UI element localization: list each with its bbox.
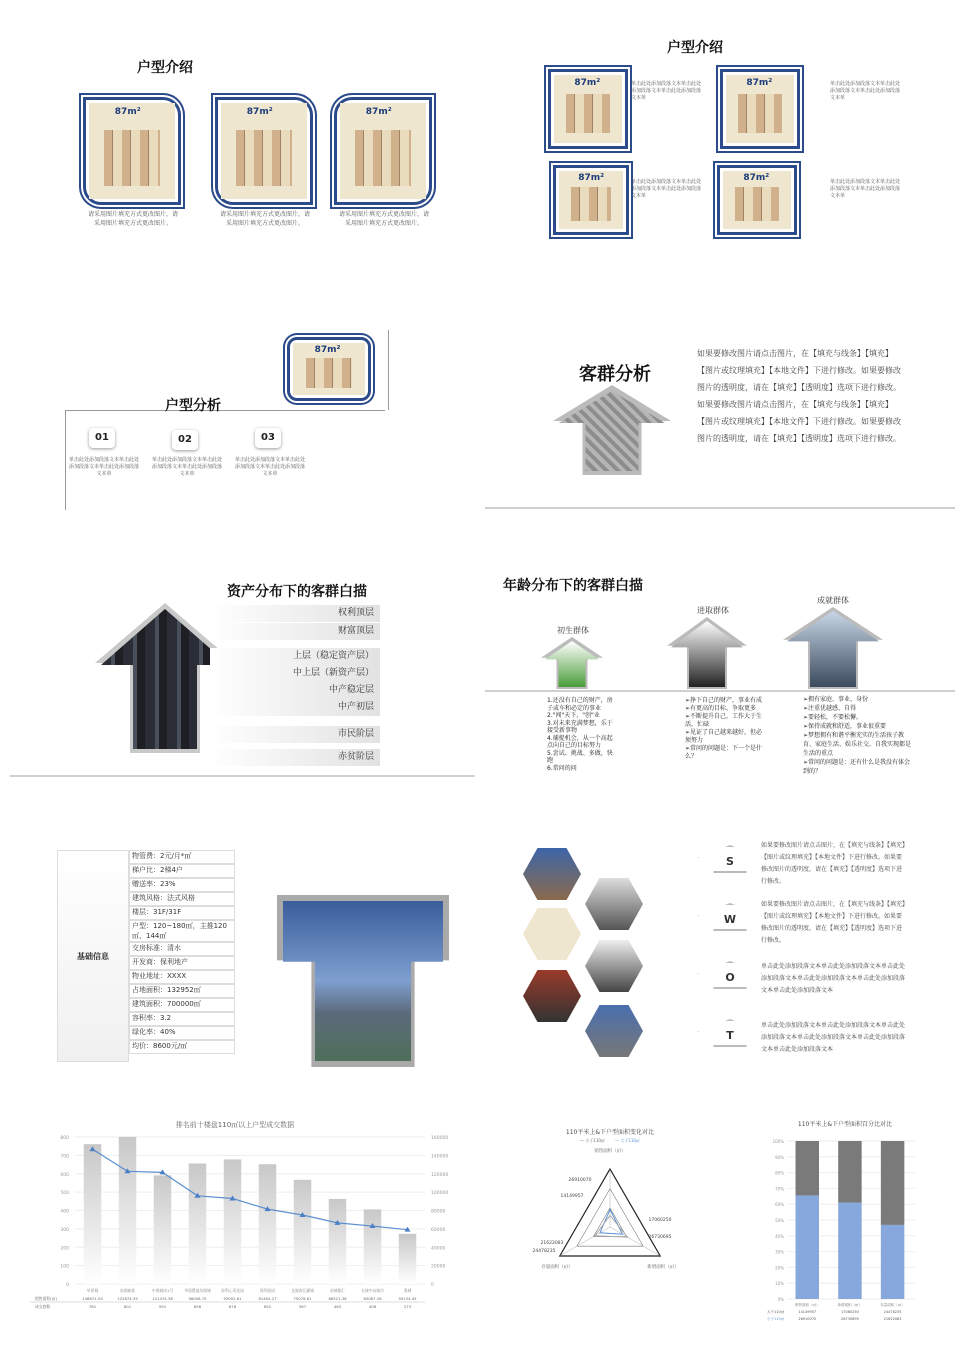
y-tick-label: 800 [60, 1136, 69, 1141]
slide-basic-info [5, 845, 475, 1107]
table-cell: 24478235 [883, 1310, 902, 1314]
paragraph-text: 单击此处添加段落文本单击此处添加段落文本单击此处添加段落文本单 [69, 457, 140, 477]
paragraph-text: 单击此处添加段落文本单击此处添加段落文本单击此处添加段落文本单 [152, 457, 223, 477]
bar [84, 1144, 102, 1284]
floorplan-image [287, 337, 371, 401]
slide-title: 资产分布下的客群白描 [227, 584, 367, 600]
floorplan-image [720, 69, 800, 149]
bar [189, 1163, 207, 1284]
legend-label: 小于110㎡ [767, 1317, 785, 1321]
data-label: 26910070 [568, 1178, 592, 1183]
row-label: 中产初层 [210, 699, 380, 716]
x-tick-label: 新增面积（㎡） [837, 1303, 863, 1307]
legend-label: — 大于110㎡ [615, 1138, 640, 1143]
table-cell: 591 [158, 1304, 167, 1309]
axis-label: 新增面积（㎡） [647, 1265, 679, 1270]
info-label: 基础信息 [57, 850, 129, 1062]
divider [485, 507, 955, 509]
x-tick-label: 中海城南1号 [151, 1288, 174, 1293]
y-tick-label: 20% [775, 1265, 784, 1271]
y2-tick-label: 160000 [431, 1136, 449, 1141]
swot-letter: T [726, 1029, 734, 1042]
table-cell: 463 [333, 1304, 342, 1309]
x-tick-label: 南城都汇 [329, 1288, 346, 1293]
y2-tick-label: 0 [431, 1283, 434, 1288]
professional-photo [671, 621, 743, 687]
series-line [93, 1149, 408, 1229]
row-label: 权利顶层 [210, 605, 380, 622]
y-tick-label: 70% [775, 1186, 784, 1192]
col-text: ➢拥有家庭、事业、身份 ➢注重优越感、自得 ➢要轻松，不要松懈。 ➢保持成就和舒适，事业很重要 ➢梦想拥有和谐平衡充实的生活孩子教育、家庭生活、娱乐社交、自我实现都是生活的重点 ➢常问的问题是：还有什么是我没有体会到的？ [803, 696, 912, 775]
bar [224, 1159, 242, 1284]
caption-text: 请采用图片填充方式更改图片，请采用图片填充方式更改图片。 [338, 211, 429, 227]
info-row: 交房标准：清水 [129, 942, 235, 956]
x-tick-label: 南湖新都 [119, 1288, 136, 1293]
paragraph-text: 单击此处添加段落文本单击此处添加段落文本单击此处添加段落文本单 [631, 81, 702, 101]
slide-customer-analysis [485, 285, 955, 547]
floorplan-image [334, 97, 432, 205]
table-cell: 63087.16 [363, 1296, 382, 1301]
slide-unit-intro-2 [485, 5, 955, 267]
table-cell: 656 [193, 1304, 202, 1309]
slide-chart-top10 [5, 1112, 455, 1342]
bar-segment [796, 1195, 819, 1299]
y2-tick-label: 80000 [431, 1209, 446, 1215]
table-cell: 75078.61 [293, 1296, 312, 1301]
table-cell: 93092.61 [223, 1296, 242, 1301]
card-01: 01 [89, 428, 115, 448]
slide-asset-distribution [5, 565, 475, 827]
data-label: 17060250 [648, 1218, 672, 1223]
slide-chart-radar [520, 1112, 700, 1342]
y-tick-label: 300 [60, 1227, 69, 1233]
x-tick-label: 龙湖春江郦城 [291, 1288, 314, 1293]
bar-line-chart [5, 1122, 465, 1342]
slide-title: 户型介绍 [667, 40, 723, 56]
radar-axis [560, 1227, 610, 1256]
info-row: 占地面积：132952㎡ [129, 984, 235, 998]
x-tick-label: 长城中岛城市 [361, 1288, 384, 1293]
floorplan-image [548, 69, 628, 149]
divider [485, 690, 955, 692]
slide-age-distribution [485, 565, 955, 827]
slide-title: 年龄分布下的客群白描 [503, 578, 643, 594]
bar [119, 1137, 137, 1284]
building-photo [283, 901, 443, 1061]
bar-segment [881, 1141, 904, 1225]
stacked-bar-chart [765, 1127, 925, 1342]
team-photo [585, 878, 643, 930]
y-tick-label: 400 [60, 1209, 69, 1215]
axis-label: 存量面积（㎡） [541, 1265, 573, 1270]
floorplan-photo [523, 908, 581, 960]
crowd-photo [559, 391, 665, 471]
table-cell: 273 [403, 1304, 412, 1309]
young-person-photo [545, 641, 599, 687]
y-tick-label: 0% [777, 1297, 784, 1302]
y-tick-label: 700 [60, 1154, 69, 1160]
bar [259, 1164, 277, 1284]
bar [329, 1199, 347, 1284]
x-tick-label: 华润置地凤凰城 [184, 1288, 211, 1293]
info-row: 均价：8600元/㎡ [129, 1040, 235, 1054]
y-tick-label: 500 [60, 1191, 69, 1197]
y-tick-label: 600 [60, 1172, 69, 1178]
table-cell: 26730695 [841, 1317, 859, 1321]
table-cell: 761 [88, 1304, 97, 1309]
table-cell: 406 [368, 1304, 377, 1309]
table-cell: 14149957 [798, 1310, 817, 1314]
y-tick-label: 10% [775, 1281, 784, 1287]
street-photo [523, 970, 581, 1022]
table-cell: 146671.54 [82, 1296, 103, 1301]
card-03: 03 [255, 428, 281, 448]
chart-title: 排名前十楼盘110㎡以上户型成交数据 [175, 1121, 295, 1129]
group-label: 成就群体 [817, 596, 849, 605]
swot-letter: W [723, 913, 737, 926]
decor-line [388, 330, 389, 410]
floorplan-image [83, 97, 181, 205]
swot-text: 单击此处添加段落文本单击此处添加段落文本单击此处添加段落文本单击此处添加段落文本单击此处添加段落文本单击此处添加段落文本 [761, 1022, 906, 1053]
x-tick-label: 保利星园 [259, 1288, 276, 1293]
info-row: 建筑面积：700000㎡ [129, 998, 235, 1012]
info-row: 物业地址：XXXX [129, 970, 235, 984]
x-tick-label: 华侨城 [86, 1288, 99, 1293]
table-cell: 21622083 [883, 1317, 902, 1321]
legend-label: 销售面积(㎡) [35, 1296, 57, 1301]
floorplan-image [215, 97, 313, 205]
table-cell: 121474.38 [152, 1296, 173, 1301]
table-cell: 652 [263, 1304, 272, 1309]
table-cell: 801 [123, 1304, 132, 1309]
info-row: 容积率：3.2 [129, 1012, 235, 1026]
bar [154, 1175, 172, 1284]
group-label: 进取群体 [697, 606, 729, 615]
info-row: 楼层：31F/31F [129, 906, 235, 920]
row-label: 财富顶层 [210, 623, 380, 640]
swot-text: 如果要修改图片请点击图片，在【填充与线条】【填充】【图片或纹理填充】【本地文件】下进行修改。如果要修改图片的透明度，请在【填充】【透明度】选项下进行修改。 [761, 842, 906, 885]
row-label: 上层（稳定资产层） [210, 648, 380, 665]
divider [10, 775, 475, 777]
x-tick-label: 保利心语花园 [221, 1288, 244, 1293]
slide-title: 客群分析 [579, 364, 651, 385]
swot-letter: O [725, 971, 735, 984]
y-tick-label: 60% [775, 1202, 784, 1208]
swot-letter: S [726, 855, 734, 868]
radar-axis [610, 1227, 660, 1256]
caption-text: 请采用图片填充方式更改图片，请采用图片填充方式更改图片。 [87, 211, 178, 227]
slide-chart-percent [765, 1112, 925, 1342]
y-tick-label: 50% [775, 1218, 784, 1223]
y2-tick-label: 120000 [431, 1172, 449, 1178]
info-row: 户型：120~180㎡，主推120㎡、144㎡ [129, 920, 235, 942]
paragraph-text: 单击此处添加段落文本单击此处添加段落文本单击此处添加段落文本单 [830, 81, 901, 101]
executive-photo [787, 611, 879, 687]
table-cell: 59134.45 [398, 1296, 417, 1301]
legend-label: — 小于110㎡ [580, 1138, 605, 1143]
bar-segment [838, 1141, 861, 1203]
x-tick-label: 销售面积（㎡） [795, 1303, 820, 1307]
axis-label: 销售面积（㎡） [594, 1149, 626, 1154]
col-text: 1.还没有自己的财产，房子或车和必定的事业 2."闯"天下，"创"业 3.对未来充满梦想，乐于接受新事物 4.捕捉机会，从一个高起点向自己的目标努力 5.尝试、挑战、多做，快跑 6.常问的问 [547, 697, 613, 772]
y2-tick-label: 140000 [431, 1154, 449, 1160]
landscape-photo [585, 940, 643, 992]
x-tick-label: 存量面积（㎡） [880, 1303, 905, 1307]
table-cell: 678 [228, 1304, 237, 1309]
slide-unit-intro-1 [5, 5, 475, 267]
bar-segment [796, 1141, 819, 1195]
y2-tick-label: 40000 [431, 1246, 446, 1252]
table-cell: 122674.35 [117, 1296, 138, 1301]
chart-title: 110平米上&下户型面积变化对比 [565, 1129, 655, 1136]
data-label: 21622083 [540, 1241, 564, 1246]
row-label: 中产稳定层 [210, 682, 380, 699]
table-cell: 26910070 [798, 1317, 817, 1321]
bar [364, 1209, 382, 1284]
bar-segment [881, 1225, 904, 1299]
table-cell: 17060250 [841, 1310, 859, 1314]
slide-title: 户型介绍 [137, 60, 193, 76]
table-cell: 66521.36 [328, 1296, 347, 1301]
legend-label: 成交套数 [35, 1304, 51, 1309]
row-label: 市民阶层 [210, 726, 380, 743]
row-label: 赤贫阶层 [210, 749, 380, 766]
info-row: 赠送率：23% [129, 878, 235, 892]
col-text: ➢挣下自己的财产，事业有成 ➢有更高的目标，争取更多 ➢不断提升自己，工作大于生活，忙碌 ➢见证了自己越来越好，但必须努力 ➢常问的问题是：下一个是什么？ [685, 697, 763, 760]
data-label: 14149957 [560, 1194, 584, 1199]
y-tick-label: 40% [775, 1233, 784, 1239]
table-cell: 81494.27 [258, 1296, 277, 1301]
chart-title: 110平米上&下户型面积百分比对比 [797, 1121, 893, 1128]
radar-chart [520, 1132, 700, 1342]
data-label: 26730695 [648, 1235, 672, 1240]
floorplan-image [553, 165, 629, 235]
swot-text: 单击此处添加段落文本单击此处添加段落文本单击此处添加段落文本单击此处添加段落文本单击此处添加段落文本单击此处添加段落文本 [761, 963, 906, 994]
row-label: 中上层（新资产层） [210, 665, 380, 682]
floorplan-image [717, 165, 797, 235]
y-tick-label: 30% [775, 1249, 784, 1255]
info-table [129, 850, 235, 1062]
y-tick-label: 100% [772, 1139, 784, 1144]
info-row: 梯户比：2梯4户 [129, 864, 235, 878]
table-cell: 96008.75 [188, 1296, 207, 1301]
slide-swot [485, 842, 955, 1107]
y2-tick-label: 20000 [431, 1264, 446, 1270]
slide-unit-analysis [5, 285, 475, 547]
x-tick-label: 奥城 [403, 1288, 412, 1293]
data-label: 24478235 [532, 1249, 556, 1254]
paragraph-text: 单击此处添加段落文本单击此处添加段落文本单击此处添加段落文本单 [235, 457, 306, 477]
y2-tick-label: 100000 [431, 1191, 449, 1197]
bar [294, 1180, 312, 1284]
series-area [600, 1210, 623, 1235]
paragraph-text: 如果要修改图片请点击图片，在【填充与线条】【填充】【图片或纹理填充】【本地文件】下进行修改。如果要修改图片的透明度，请在【填充】【透明度】选项下进行修改。如果要修改图片请点击图片，在【填充与线条】【填充】【图片或纹理填充】【本地文件】下进行修改。如果要修改图片的透明度，请在【填充】【透明度】选项下进行修改。 [697, 349, 901, 443]
city-photo [523, 848, 581, 900]
group-label: 初生群体 [557, 626, 589, 635]
swot-text: 如果要修改图片请点击图片，在【填充与线条】【填充】【图片或纹理填充】【本地文件】下进行修改。如果要修改图片的透明度，请在【填充】【透明度】选项下进行修改。 [761, 901, 906, 944]
skyline-photo [585, 1005, 643, 1057]
paragraph-text: 单击此处添加段落文本单击此处添加段落文本单击此处添加段落文本单 [830, 179, 901, 199]
paragraph-text: 单击此处添加段落文本单击此处添加段落文本单击此处添加段落文本单 [631, 179, 702, 199]
y-tick-label: 200 [60, 1246, 69, 1252]
info-row: 物管费：2元/月*㎡ [129, 850, 235, 864]
bar [399, 1234, 417, 1284]
card-02: 02 [172, 430, 198, 450]
y-tick-label: 80% [775, 1170, 784, 1176]
bar-segment [838, 1203, 861, 1299]
table-cell: 567 [298, 1304, 307, 1309]
info-row: 开发商：保利地产 [129, 956, 235, 970]
y-tick-label: 100 [60, 1264, 69, 1270]
info-row: 绿化率：40% [129, 1026, 235, 1040]
y-tick-label: 0 [66, 1283, 69, 1288]
slide-title: 户型分析 [165, 398, 221, 414]
legend-label: 大于110㎡ [767, 1310, 785, 1314]
y-tick-label: 90% [775, 1154, 784, 1160]
caption-text: 请采用图片填充方式更改图片，请采用图片填充方式更改图片。 [219, 211, 310, 227]
y2-tick-label: 60000 [431, 1227, 446, 1233]
info-row: 建筑风格：法式风格 [129, 892, 235, 906]
